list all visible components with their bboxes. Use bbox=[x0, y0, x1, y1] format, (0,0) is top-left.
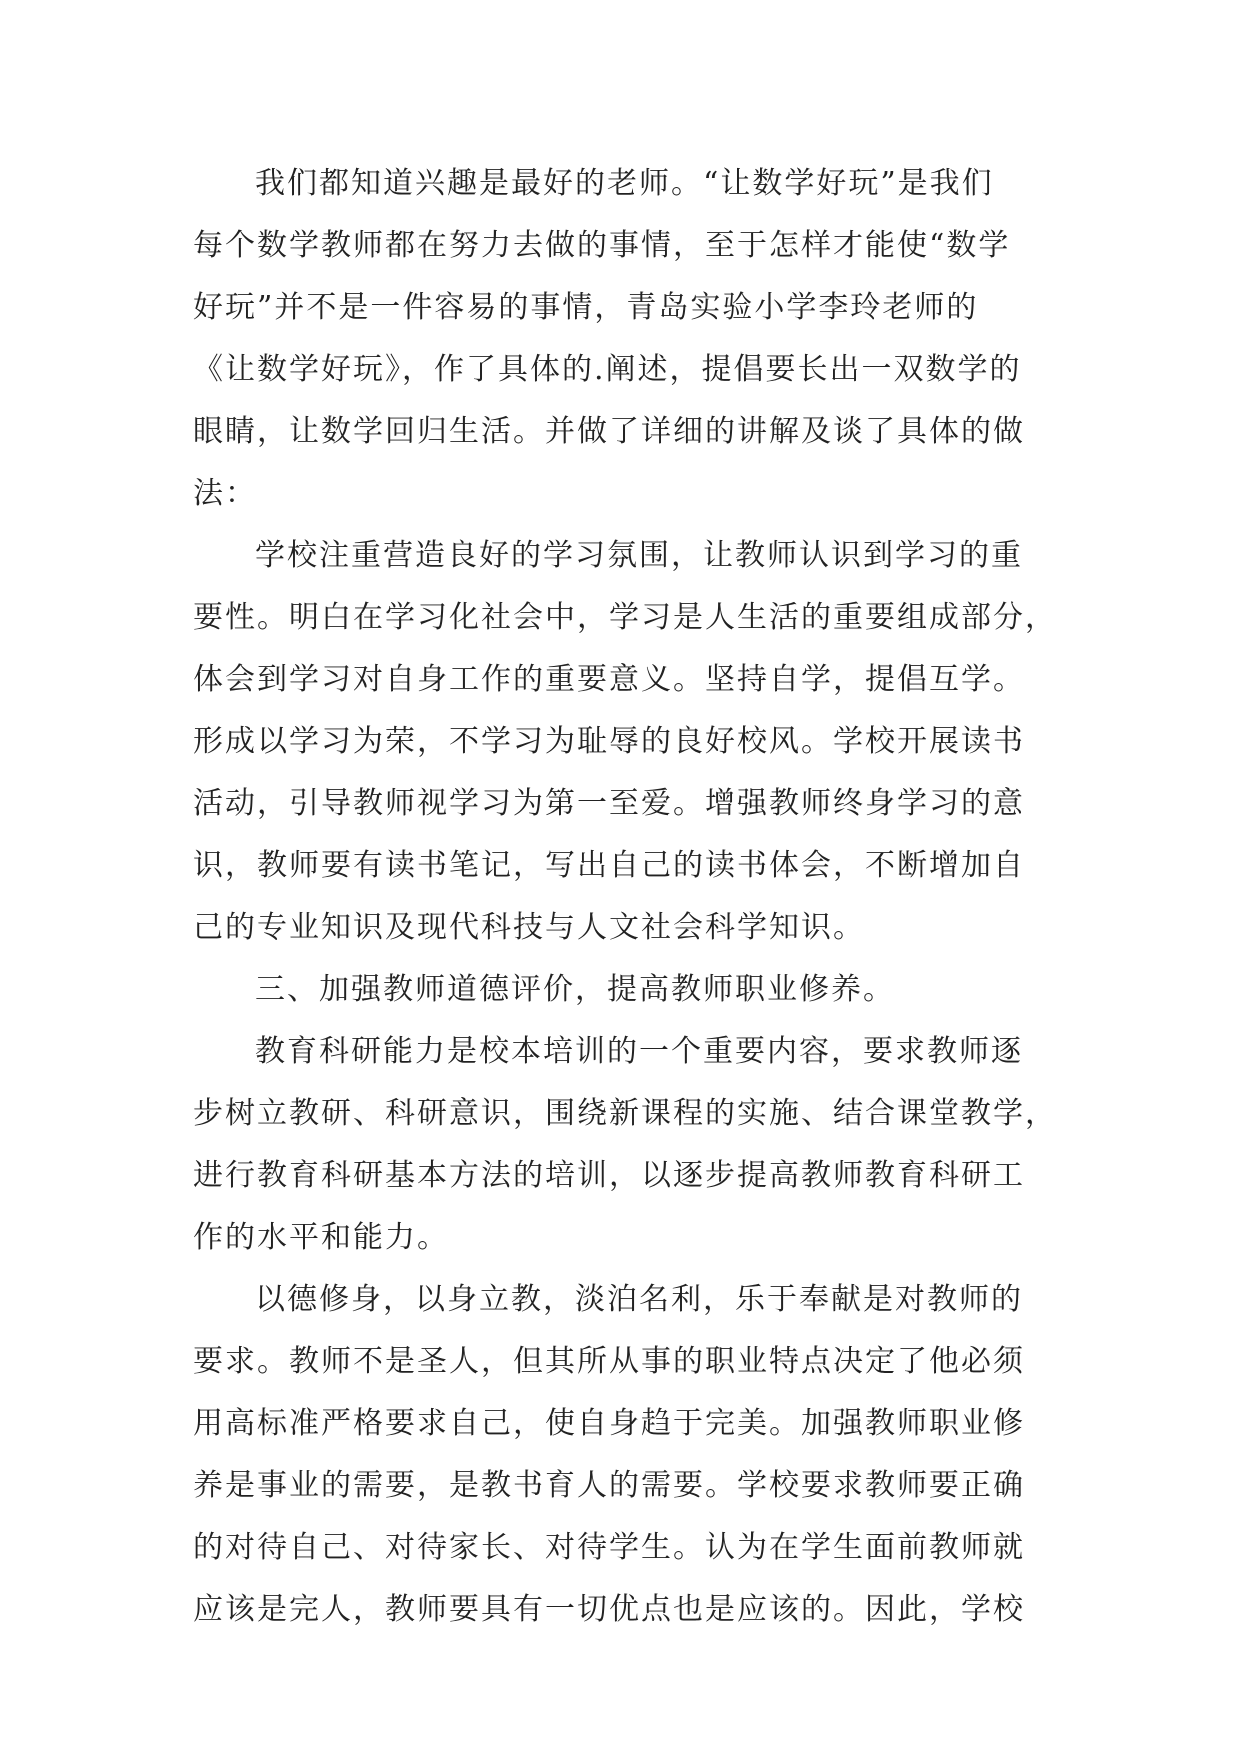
text-line: 作的水平和能力。 bbox=[193, 1220, 449, 1255]
text-line: 进行教育科研基本方法的培训，以逐步提高教师教育科研工 bbox=[193, 1158, 1025, 1193]
paragraph-3 bbox=[193, 1021, 1057, 1269]
text-line: 教育科研能力是校本培训的一个重要内容，要求教师逐 bbox=[255, 1034, 1023, 1069]
text-line: 眼睛，让数学回归生活。并做了详细的讲解及谈了具体的做 bbox=[193, 414, 1025, 449]
text-line: 活动，引导教师视学习为第一至爱。增强教师终身学习的意 bbox=[193, 786, 1025, 821]
paragraph-4 bbox=[193, 1269, 1051, 1641]
text-line: 体会到学习对自身工作的重要意义。坚持自学，提倡互学。 bbox=[193, 662, 1025, 697]
text-line: 《让数学好玩》，作了具体的.阐述，提倡要长出一双数学的 bbox=[193, 352, 1022, 387]
text-line: 要性。明白在学习化社会中，学习是人生活的重要组成部分， bbox=[193, 600, 1057, 635]
text-line: 步树立教研、科研意识，围绕新课程的实施、结合课堂教学， bbox=[193, 1096, 1057, 1131]
text-line: 用高标准严格要求自己，使自身趋于完美。加强教师职业修 bbox=[193, 1406, 1025, 1441]
text-line: 养是事业的需要，是教书育人的需要。学校要求教师要正确 bbox=[193, 1468, 1025, 1503]
text-line: 的对待自己、对待家长、对待学生。认为在学生面前教师就 bbox=[193, 1530, 1025, 1565]
paragraph-2 bbox=[193, 525, 1057, 959]
text-line: 形成以学习为荣，不学习为耻辱的良好校风。学校开展读书 bbox=[193, 724, 1025, 759]
text-line: 识，教师要有读书笔记，写出自己的读书体会，不断增加自 bbox=[193, 848, 1025, 883]
document-body bbox=[193, 153, 1057, 1641]
text-line: 我们都知道兴趣是最好的老师。“让数学好玩”是我们 bbox=[255, 166, 994, 201]
text-line: 己的专业知识及现代科技与人文社会科学知识。 bbox=[193, 910, 865, 945]
text-line: 每个数学教师都在努力去做的事情，至于怎样才能使“数学 bbox=[193, 228, 1011, 263]
text-line: 法： bbox=[193, 476, 257, 511]
paragraph-1 bbox=[193, 153, 1051, 525]
text-line: 好玩”并不是一件容易的事情，青岛实验小学李玲老师的 bbox=[193, 290, 979, 325]
text-line: 学校注重营造良好的学习氛围，让教师认识到学习的重 bbox=[255, 538, 1023, 573]
text-line: 以德修身，以身立教，淡泊名利，乐于奉献是对教师的 bbox=[255, 1282, 1023, 1317]
text-line: 三、加强教师道德评价，提高教师职业修养。 bbox=[255, 972, 895, 1007]
text-line: 要求。教师不是圣人，但其所从事的职业特点决定了他必须 bbox=[193, 1344, 1025, 1379]
section-heading bbox=[193, 959, 1051, 1021]
text-line: 应该是完人，教师要具有一切优点也是应该的。因此，学校 bbox=[193, 1592, 1025, 1627]
